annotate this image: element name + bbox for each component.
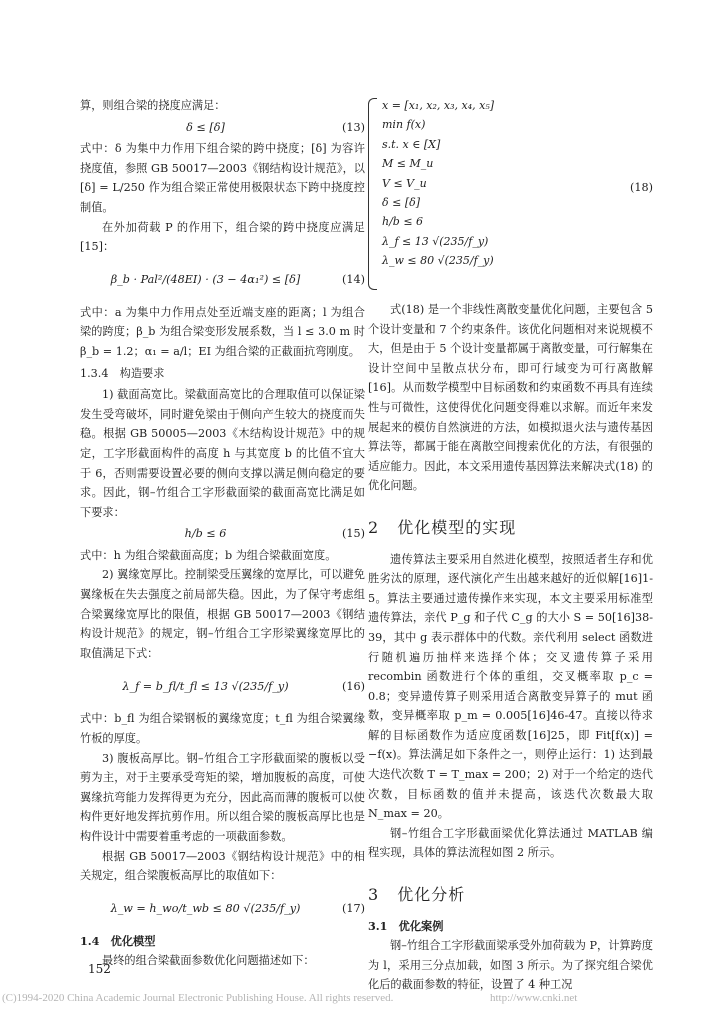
- system-line: x = [x₁, x₂, x₃, x₄, x₅]: [382, 99, 495, 112]
- equation-number: (14): [342, 272, 365, 286]
- equation-formula: β_b · Pal²/(48EI) · (3 − 4α₁²) ≤ [δ]: [110, 272, 301, 286]
- paragraph: 式中：b_fl 为组合梁钢板的翼缘宽度；t_fl 为组合梁翼缘竹板的厚度。: [80, 712, 365, 746]
- section-heading-3: [368, 885, 653, 905]
- equation-formula: h/b ≤ 6: [184, 527, 227, 541]
- paragraph: 式中：δ 为集中力作用下组合梁的跨中挠度；[δ] 为容许挠度值，参照 GB 50017—2003《钢结构设计规范》，以 [δ] = L/250 作为组合梁正常使用极限状态下跨中挠度控制值。: [80, 142, 365, 214]
- equation-number: (15): [342, 527, 365, 541]
- system-line: λ_f ≤ 13 √(235/f_y): [382, 234, 489, 248]
- equation-number: (16): [342, 679, 365, 693]
- system-line: min f(x): [382, 118, 426, 132]
- system-line: s.t. x ∈ [X]: [382, 137, 441, 151]
- paragraph: 式中：h 为组合梁截面高度；b 为组合梁截面宽度。: [80, 548, 337, 562]
- paragraph: 3) 腹板高厚比。钢–竹组合工字形截面梁的腹板以受剪为主，对于主要承受弯矩的梁，增加腹板的高度，可使翼缘抗弯能力发挥得更为充分，因此高而薄的腹板可以使构件更好地发挥抗剪作用。所以组合梁的腹板高厚比也是构件设计中需要着重考虑的一项截面参数。: [80, 751, 365, 843]
- equation-14: [80, 259, 365, 301]
- paragraph: 式中：a 为集中力作用点处至近端支座的距离；l 为组合梁的跨度；β_b 为组合梁变形发展系数，当 l ≤ 3.0 m 时 β_b = 1.2；α₁ = a/l；EI 为组合梁的正截面抗弯刚度。: [80, 305, 365, 358]
- system-line: V ≤ V_u: [382, 176, 427, 190]
- paragraph: 根据 GB 50017—2003《钢结构设计规范》中的相关规定，组合梁腹板高厚比的取值如下：: [80, 849, 365, 883]
- equation-formula: δ ≤ [δ]: [186, 120, 225, 134]
- system-line: λ_w ≤ 80 √(235/f_y): [382, 254, 494, 268]
- equation-18-system: [368, 96, 653, 294]
- equation-17: [80, 888, 365, 930]
- paragraph: 钢–竹组合工字形截面梁优化算法通过 MATLAB 编程实现，具体的算法流程如图 2 所示。: [368, 826, 653, 860]
- section-heading-1-4: 1.4 优化模型: [80, 933, 156, 948]
- paragraph: 最终的组合梁截面参数优化问题描述如下：: [102, 954, 315, 968]
- system-line: h/b ≤ 6: [382, 215, 424, 229]
- equation-system-lines: [382, 96, 494, 271]
- paragraph: 遗传算法主要采用自然进化模型，按照适者生存和优胜劣汰的原理，逐代演化产生出越来越好的近似解[16]1-5。算法主要通过遗传操作来实现，本文主要采用标准型遗传算法，亲代 P_g 和子代 C_g 的大小 S = 50[16]38-39，其中 g 表示群体中的代数。亲代利用 select 函数进行随机遍历抽样来选择个体；交叉遗传算子采用 recombin 函数进行个体的重组，交叉概率取 p_c = 0.8；变异遗传算子则采用适合离散变异算子的 mut 函数，变异概率取 p_m = 0.005[16]46-47。直接以待求解的目标函数作为适应度函数[16]25，即 Fit[f(x)] = −f(x)。算法满足如下条件之一，则停止运行：1) 达到最大迭代次数 T = T_max = 200；2) 对于一个给定的迭代次数，目标函数的值并未提高，该迭代次数最大取 N_max = 20。: [368, 552, 653, 821]
- equation-16: [80, 665, 365, 707]
- paragraph: 在外加荷载 P 的作用下，组合梁的跨中挠度应满足[15]：: [80, 220, 365, 254]
- equation-number: (17): [342, 901, 365, 915]
- section-heading-1-3-4: 1.3.4 构造要求: [80, 366, 165, 380]
- system-line: δ ≤ [δ]: [382, 196, 421, 210]
- equation-15: [80, 524, 365, 544]
- equation-number: (13): [342, 120, 365, 134]
- right-column: [368, 96, 653, 995]
- section-title: 优化模型的实现: [397, 517, 517, 537]
- equation-formula: λ_f = b_fl/t_fl ≤ 13 √(235/f_y): [122, 679, 289, 693]
- footer-link[interactable]: http://www.cnki.net: [490, 992, 578, 1004]
- section-number: 3: [368, 885, 380, 905]
- section-number: 2: [368, 517, 380, 537]
- section-title: 优化分析: [397, 885, 466, 905]
- paragraph: 式(18) 是一个非线性离散变量优化问题，主要包含 5 个设计变量和 7 个约束条件。该优化问题相对来说规模不大，但是由于 5 个设计变量都属于离散变量，可行解集在设计空间中呈散点状分布，即可行域变为可行离散解[16]。从而数学模型中目标函数和约束函数不再具有连续性与可微性，这使得优化问题变得难以求解。而近年来发展起来的模仿自然演进的方法，如模拟退火法与遗传基因算法等，都属于能在离散空间搜索优化的方法，有很强的适应能力。因此，本文采用遗传基因算法来解决式(18) 的优化问题。: [368, 303, 653, 493]
- left-brace: [368, 98, 377, 290]
- section-heading-2: [368, 518, 653, 538]
- equation-formula: λ_w = h_wo/t_wb ≤ 80 √(235/f_y): [110, 901, 301, 915]
- left-column: [80, 96, 365, 971]
- equation-13: [80, 118, 365, 138]
- paragraph: 1) 截面高宽比。梁截面高宽比的合理取值可以保证梁发生受弯破坏，同时避免梁由于侧向产生较大的挠度而失稳。根据 GB 50005—2003《木结构设计规范》中的规定，工字形截面构件的高度 h 与其宽度 b 的比值不宜大于 6，否则需要设置必要的侧向支撑以满足侧向稳定的要求。因此，钢–竹组合工字形截面梁的截面高宽比满足如下要求：: [80, 388, 365, 519]
- paragraph: 算，则组合梁的挠度应满足：: [80, 99, 226, 112]
- copyright-text: (C)1994-2020 China Academic Journal Electronic Publishing House. All rights reserved.: [2, 992, 394, 1004]
- page-number: 152: [88, 962, 111, 976]
- system-line: M ≤ M_u: [382, 157, 434, 171]
- equation-number: (18): [630, 181, 653, 194]
- paragraph: 钢–竹组合工字形截面梁承受外加荷载为 P，计算跨度为 l，采用三分点加载，如图 3 所示。为了探究组合梁优化后的截面参数的特征，设置了 4 种工况: [368, 939, 653, 992]
- paragraph: 2) 翼缘宽厚比。控制梁受压翼缘的宽厚比，可以避免翼缘板在失去强度之前局部失稳。因此，为了保守考虑组合梁翼缘宽厚比的限值，根据 GB 50017—2003《钢结构设计规范》的规定，钢–竹组合工字形梁翼缘宽厚比的取值满足下式：: [80, 568, 365, 660]
- section-heading-3-1: 3.1 优化案例: [368, 918, 444, 933]
